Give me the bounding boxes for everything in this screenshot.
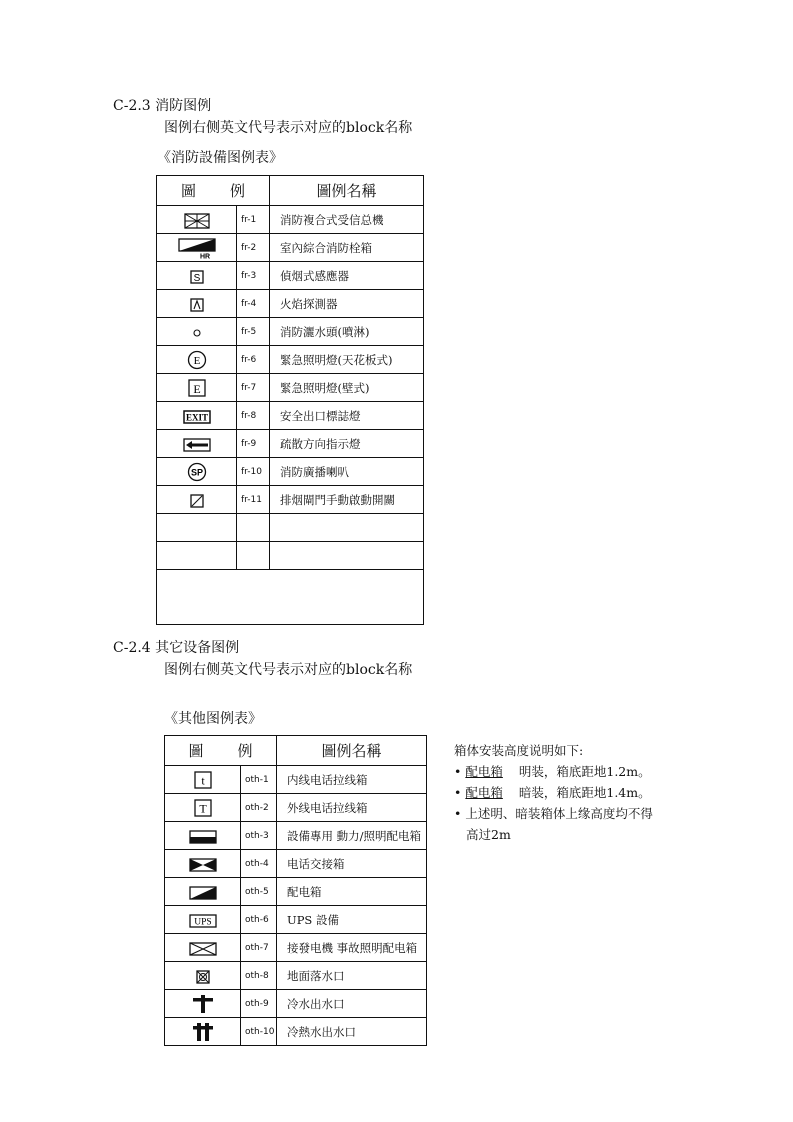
table-row	[165, 990, 427, 1018]
table-row	[157, 206, 424, 234]
name-cell: 火焰探測器	[270, 290, 424, 318]
table-row	[157, 234, 424, 262]
external-phone-box-icon	[194, 799, 212, 817]
section1-heading: C-2.3 消防图例	[113, 98, 212, 114]
code-cell: oth-8	[241, 962, 277, 990]
code-cell: oth-7	[241, 934, 277, 962]
install-height-notes	[454, 740, 774, 845]
notes-item-label: 配电箱	[465, 764, 503, 779]
smoke-exhaust-switch-icon	[190, 494, 204, 508]
header-symbol: 圖 例	[165, 736, 277, 766]
code-cell: fr-11	[237, 486, 270, 514]
name-cell: 設備專用 動力/照明配电箱	[277, 822, 427, 850]
fire-legend-table	[156, 175, 424, 625]
notes-item	[454, 761, 774, 782]
header-name: 圖例名稱	[270, 176, 424, 206]
code-cell: fr-8	[237, 402, 270, 430]
table-row	[157, 346, 424, 374]
name-cell: UPS 設備	[277, 906, 427, 934]
hydrant-box-label: HR	[199, 253, 210, 259]
notes-item-continuation: 高过2m	[466, 827, 511, 842]
table-row	[157, 458, 424, 486]
exit-sign-label: EXIT	[185, 412, 208, 422]
bullet: •	[454, 806, 462, 821]
ups-icon	[189, 914, 217, 928]
code-cell: oth-9	[241, 990, 277, 1018]
name-cell: 接發电機 事故照明配电箱	[277, 934, 427, 962]
table-row	[165, 878, 427, 906]
header-name: 圖例名稱	[277, 736, 427, 766]
emergency-wall-light-label: E	[192, 382, 201, 397]
notes-item-text: 上述明、暗装箱体上缘高度均不得	[465, 806, 653, 821]
code-cell: oth-4	[241, 850, 277, 878]
evacuation-arrow-icon	[183, 438, 211, 452]
footer-row	[157, 570, 424, 625]
code-cell: oth-6	[241, 906, 277, 934]
bullet: •	[454, 785, 462, 800]
other-legend-table	[164, 735, 427, 1046]
table-row	[165, 850, 427, 878]
table-row	[157, 290, 424, 318]
table-row	[157, 402, 424, 430]
notes-title: 箱体安装高度说明如下:	[454, 743, 584, 758]
empty-row	[157, 514, 424, 542]
code-cell: oth-10	[241, 1018, 277, 1046]
telephone-exchange-box-icon	[189, 858, 217, 872]
table-row	[165, 1018, 427, 1046]
code-cell: fr-3	[237, 262, 270, 290]
code-cell: fr-7	[237, 374, 270, 402]
bullet: •	[454, 764, 462, 779]
name-cell: 外线电话拉线箱	[277, 794, 427, 822]
name-cell: 消防複合式受信总機	[270, 206, 424, 234]
name-cell: 冷水出水口	[277, 990, 427, 1018]
floor-drain-icon	[196, 970, 210, 984]
code-cell: fr-1	[237, 206, 270, 234]
name-cell: 电话交接箱	[277, 850, 427, 878]
table-row	[165, 794, 427, 822]
dedicated-power-panel-icon	[189, 830, 217, 844]
smoke-detector-label: S	[193, 272, 200, 284]
empty-row	[157, 542, 424, 570]
name-cell: 安全出口標誌燈	[270, 402, 424, 430]
table-row	[165, 962, 427, 990]
flame-detector-icon	[190, 298, 204, 312]
code-cell: fr-10	[237, 458, 270, 486]
table-header-row	[157, 176, 424, 206]
name-cell: 排烟閘門手動啟動開關	[270, 486, 424, 514]
smoke-detector-icon	[190, 270, 204, 284]
notes-item	[454, 782, 774, 803]
code-cell: fr-4	[237, 290, 270, 318]
table-row	[165, 934, 427, 962]
table-row	[157, 430, 424, 458]
header-symbol: 圖 例	[157, 176, 270, 206]
distribution-box-icon	[189, 886, 217, 900]
table-row	[157, 374, 424, 402]
sprinkler-icon	[192, 328, 202, 338]
generator-panel-icon	[189, 942, 217, 956]
code-cell: fr-9	[237, 430, 270, 458]
table-row	[165, 766, 427, 794]
name-cell: 地面落水口	[277, 962, 427, 990]
hot-cold-water-outlet-icon	[192, 1022, 214, 1042]
code-cell: oth-3	[241, 822, 277, 850]
internal-phone-box-label: t	[200, 773, 205, 788]
code-cell: oth-2	[241, 794, 277, 822]
exit-sign-icon	[183, 410, 211, 424]
speaker-icon	[187, 462, 207, 482]
ups-label: UPS	[193, 917, 212, 927]
table-row	[157, 262, 424, 290]
name-cell: 緊急照明燈(天花板式)	[270, 346, 424, 374]
emergency-ceiling-light-label: E	[193, 354, 200, 367]
hydrant-box-icon	[178, 237, 216, 259]
name-cell: 消防廣播喇叭	[270, 458, 424, 486]
cold-water-outlet-icon	[192, 994, 214, 1014]
emergency-wall-light-icon	[188, 379, 206, 397]
section1-description: 图例右侧英文代号表示对应的block名称	[164, 120, 413, 136]
name-cell: 配电箱	[277, 878, 427, 906]
code-cell: fr-5	[237, 318, 270, 346]
section2-description: 图例右侧英文代号表示对应的block名称	[164, 662, 413, 678]
code-cell: oth-5	[241, 878, 277, 906]
external-phone-box-label: T	[198, 801, 207, 816]
name-cell: 疏散方向指示燈	[270, 430, 424, 458]
name-cell: 内线电话拉线箱	[277, 766, 427, 794]
table-header-row	[165, 736, 427, 766]
section1-table-title: 《消防設備图例表》	[157, 150, 283, 166]
notes-item-text: 暗装，箱底距地1.4m。	[518, 785, 651, 800]
name-cell: 偵烟式感應器	[270, 262, 424, 290]
notes-item	[454, 803, 774, 824]
speaker-label: SP	[190, 467, 203, 478]
internal-phone-box-icon	[194, 771, 212, 789]
table-row	[165, 906, 427, 934]
name-cell: 室內綜合消防栓箱	[270, 234, 424, 262]
section2-table-title: 《其他图例表》	[164, 711, 262, 727]
name-cell: 緊急照明燈(壁式)	[270, 374, 424, 402]
section2-heading: C-2.4 其它设备图例	[113, 640, 240, 656]
table-row	[165, 822, 427, 850]
table-row	[157, 486, 424, 514]
code-cell: fr-6	[237, 346, 270, 374]
notes-item-label: 配电箱	[465, 785, 503, 800]
table-row	[157, 318, 424, 346]
name-cell: 冷熱水出水口	[277, 1018, 427, 1046]
notes-item-text: 明装，箱底距地1.2m。	[518, 764, 651, 779]
name-cell: 消防灑水頭(噴淋)	[270, 318, 424, 346]
emergency-ceiling-light-icon	[187, 350, 207, 370]
receiver-panel-icon	[184, 213, 210, 229]
code-cell: oth-1	[241, 766, 277, 794]
code-cell: fr-2	[237, 234, 270, 262]
